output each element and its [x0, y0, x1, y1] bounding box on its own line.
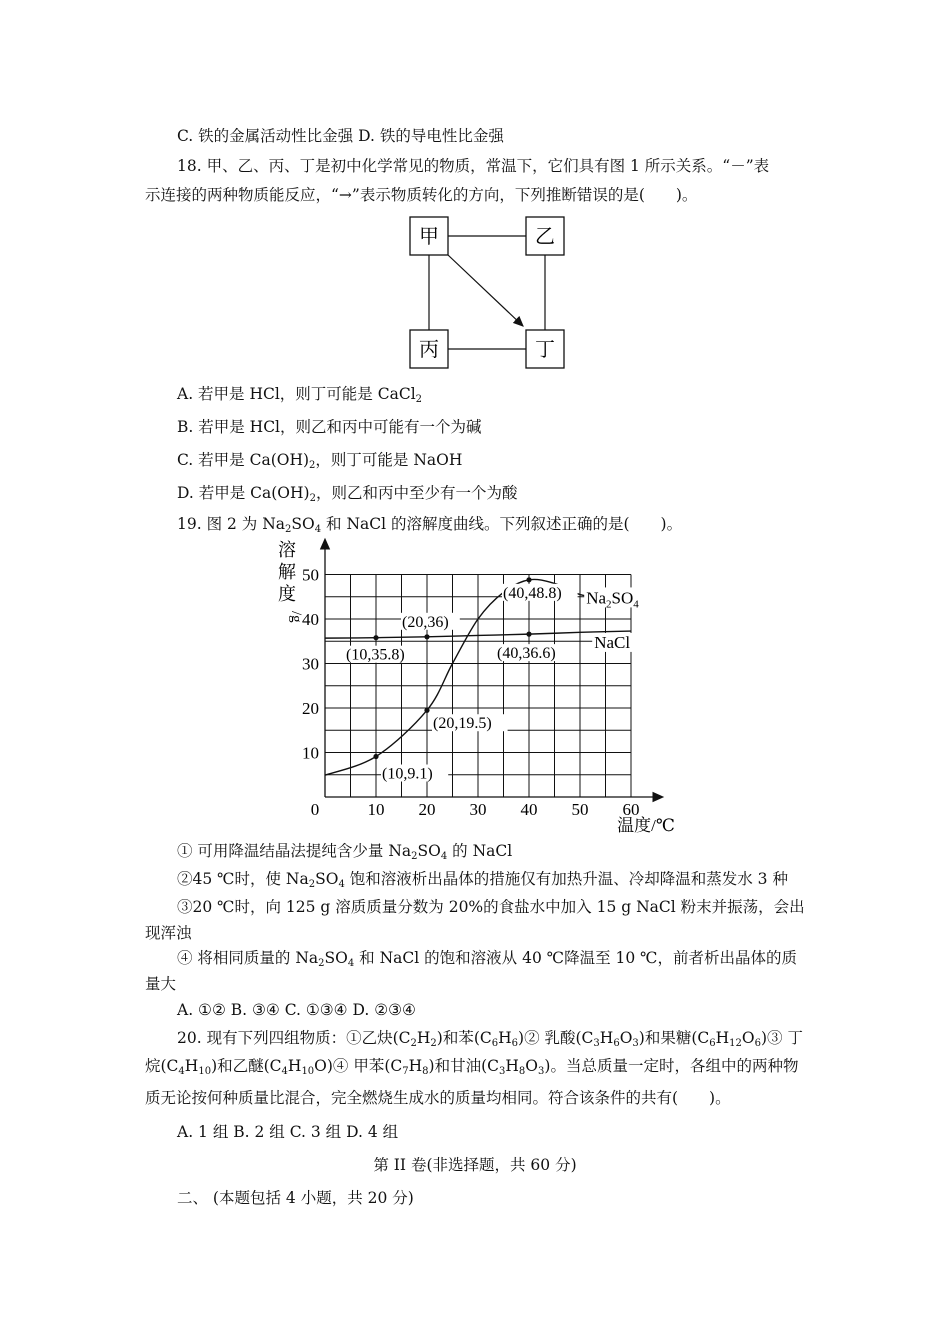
point-label: (20,36) [402, 613, 449, 631]
arrow-jia-to-ding [448, 255, 523, 326]
part2-title: 第 II 卷(非选择题，共 60 分) [373, 1156, 577, 1174]
y-axis-label-char: 溶 [278, 540, 296, 561]
q19-options: A. ①② B. ③④ C. ①③④ D. ②③④ [177, 1001, 416, 1019]
solubility-chart [270, 535, 690, 840]
y-tick-label: 20 [302, 699, 319, 718]
data-point [424, 708, 429, 713]
x-tick-label: 30 [469, 800, 487, 819]
point-label: (10,9.1) [382, 765, 433, 783]
data-point [526, 632, 531, 637]
q19-statement-1: ① 可用降温结晶法提纯含少量 $Na_2SO_4$ 的 NaCl [177, 842, 513, 862]
data-point [373, 635, 378, 640]
q19-stem: 19. 图 2 为 $Na_2SO_4$ 和 NaCl 的溶解度曲线。下列叙述正确的是( )。 [177, 515, 683, 535]
q17-options-cd: C. 铁的金属活动性比金强 D. 铁的导电性比金强 [177, 127, 504, 145]
q20-stem-line2: 烷$(C_4H_{10})$和乙醚$(C_4H_{10}O)④$ 甲苯$(C_7H_8)$和甘油$(C_3H_8O_3)$。当总质量一定时，各组中的两种物 [145, 1057, 799, 1077]
q20-options: A. 1 组 B. 2 组 C. 3 组 D. 4 组 [177, 1123, 399, 1141]
q19-statement-4-line2: 量大 [145, 975, 177, 993]
point-label: (40,36.6) [497, 645, 556, 663]
x-tick-label: 40 [520, 800, 538, 819]
point-label: (10,35.8) [346, 646, 405, 664]
x-axis-label: 温度/℃ [617, 816, 675, 835]
series-label-nacl: NaCl [594, 632, 631, 652]
y-tick-label: 40 [302, 610, 319, 629]
node-bing: 丙 [419, 337, 439, 361]
point-label: (40,48.8) [503, 584, 562, 602]
x-tick-label: 20 [418, 800, 436, 819]
x-tick-label: 50 [571, 800, 589, 819]
q18-option-d: D. 若甲是 $Ca(OH)_2$，则乙和丙中至少有一个为酸 [177, 484, 518, 504]
y-axis-label-char: 度 [278, 584, 296, 605]
x-tick-label: 60 [622, 800, 640, 819]
y-tick-label: 30 [302, 654, 319, 674]
q18-option-c: C. 若甲是 $Ca(OH)_2$，则丁可能是 NaOH [177, 451, 463, 471]
data-point [526, 577, 531, 582]
node-ding: 丁 [535, 337, 555, 361]
y-axis-label-unit: /g [288, 611, 304, 623]
x-tick-label: 10 [367, 800, 385, 819]
part2-subtitle: 二、 (本题包括 4 小题，共 20 分) [177, 1189, 414, 1207]
q18-option-a: A. 若甲是 HCl，则丁可能是 CaCl$_2$ [177, 385, 423, 405]
q20-stem-line1: 20. 现有下列四组物质：①乙炔$(C_2H_2)$和苯$(C_6H_6)②$ 乳酸$(C_3H_6O_3)$和果糖$(C_6H_{12}O_6)③$ 丁 [177, 1029, 803, 1049]
data-point [373, 754, 378, 759]
q18-stem-line2: 示连接的两种物质能反应，“→”表示物质转化的方向，下列推断错误的是( )。 [145, 186, 698, 204]
q19-statement-3-line2: 现浑浊 [145, 924, 192, 942]
q19-statement-3-line1: ③20 ℃时，向 125 g 溶质质量分数为 20%的食盐水中加入 15 g NaCl 粉末并振荡，会出 [177, 898, 805, 916]
q18-option-b: B. 若甲是 HCl，则乙和丙中可能有一个为碱 [177, 418, 482, 436]
node-yi: 乙 [535, 224, 555, 248]
relation-diagram [405, 215, 575, 375]
q19-statement-4-line1: ④ 将相同质量的 $Na_2SO_4$ 和 NaCl 的饱和溶液从 40 ℃降温至 10 ℃，前者析出晶体的质 [177, 949, 797, 969]
q18-stem-line1: 18. 甲、乙、丙、丁是初中化学常见的物质，常温下，它们具有图 1 所示关系。“－”表 [177, 157, 770, 175]
y-tick-label: 10 [302, 743, 319, 763]
series-label-na2so4: $Na_2SO_4$ [586, 588, 639, 611]
q19-statement-2: ②45 ℃时，使 $Na_2SO_4$ 饱和溶液析出晶体的措施仅有加热升温、冷却降温和蒸发水 3 种 [177, 870, 788, 890]
data-point [424, 634, 429, 639]
q20-stem-line3: 质无论按何种质量比混合，完全燃烧生成水的质量均相同。符合该条件的共有( )。 [145, 1089, 731, 1107]
point-label: (20,19.5) [433, 715, 492, 733]
y-tick-label: 50 [302, 565, 319, 585]
node-jia: 甲 [419, 224, 439, 248]
y-axis-label-char: 解 [278, 562, 296, 583]
x-tick-label: 0 [310, 800, 320, 819]
